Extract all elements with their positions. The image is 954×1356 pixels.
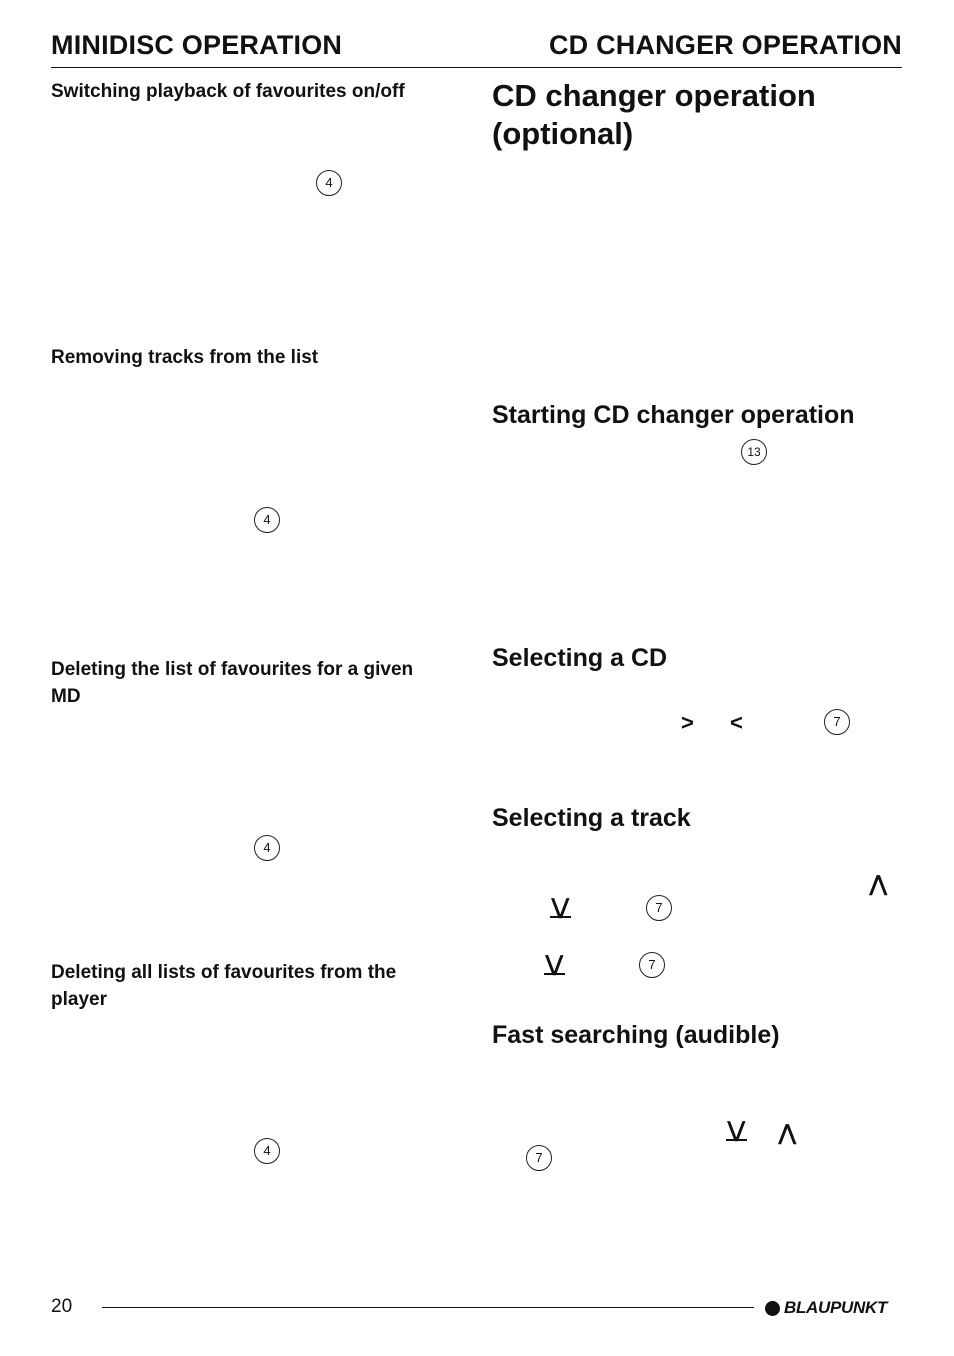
section-title-fast-searching: Fast searching (audible) [492, 1021, 780, 1049]
button-13-icon: 13 [741, 439, 767, 465]
page-number: 20 [51, 1296, 73, 1317]
up-arrow-icon: ⋀ [778, 1120, 797, 1145]
main-title-cd-changer [492, 77, 816, 153]
left-header-title: MINIDISC OPERATION [51, 30, 343, 60]
button-4-icon: 4 [254, 507, 280, 533]
left-arrow-icon: < [730, 710, 743, 735]
logo-dot-icon [765, 1301, 780, 1316]
section-title-line: MD [51, 686, 81, 707]
section-title-favourites-toggle: Switching playback of favourites on/off [51, 81, 405, 102]
button-4-icon: 4 [316, 170, 342, 196]
button-4-icon: 4 [254, 1138, 280, 1164]
right-header-title: CD CHANGER OPERATION [548, 30, 902, 60]
section-title-delete-list-md [51, 656, 413, 710]
button-4-icon: 4 [254, 835, 280, 861]
section-title-starting-cd-changer: Starting CD changer operation [492, 401, 855, 429]
footer-divider [102, 1307, 754, 1308]
section-title-delete-all-lists [51, 959, 396, 1013]
button-7-icon: 7 [824, 709, 850, 735]
brand-logo [765, 1298, 887, 1318]
button-7-icon: 7 [639, 952, 665, 978]
right-arrow-icon: > [681, 710, 694, 735]
section-title-line: Deleting all lists of favourites from the [51, 962, 397, 983]
down-arrow-icon: ⋁ [727, 1117, 746, 1142]
up-arrow-icon: ⋀ [869, 871, 888, 896]
section-title-removing-tracks: Removing tracks from the list [51, 347, 319, 368]
section-title-selecting-cd: Selecting a CD [492, 644, 668, 672]
section-title-line: player [51, 989, 107, 1010]
main-title-line: (optional) [492, 116, 634, 151]
button-7-icon: 7 [646, 895, 672, 921]
header-divider [51, 67, 902, 68]
down-arrow-icon: ⋁ [551, 894, 570, 919]
section-title-selecting-track: Selecting a track [492, 804, 691, 832]
brand-name: BLAUPUNKT [784, 1298, 888, 1317]
button-7-icon: 7 [526, 1145, 552, 1171]
section-title-line: Deleting the list of favourites for a given [51, 659, 414, 680]
main-title-line: CD changer operation [492, 78, 816, 113]
down-arrow-icon: ⋁ [545, 951, 564, 976]
